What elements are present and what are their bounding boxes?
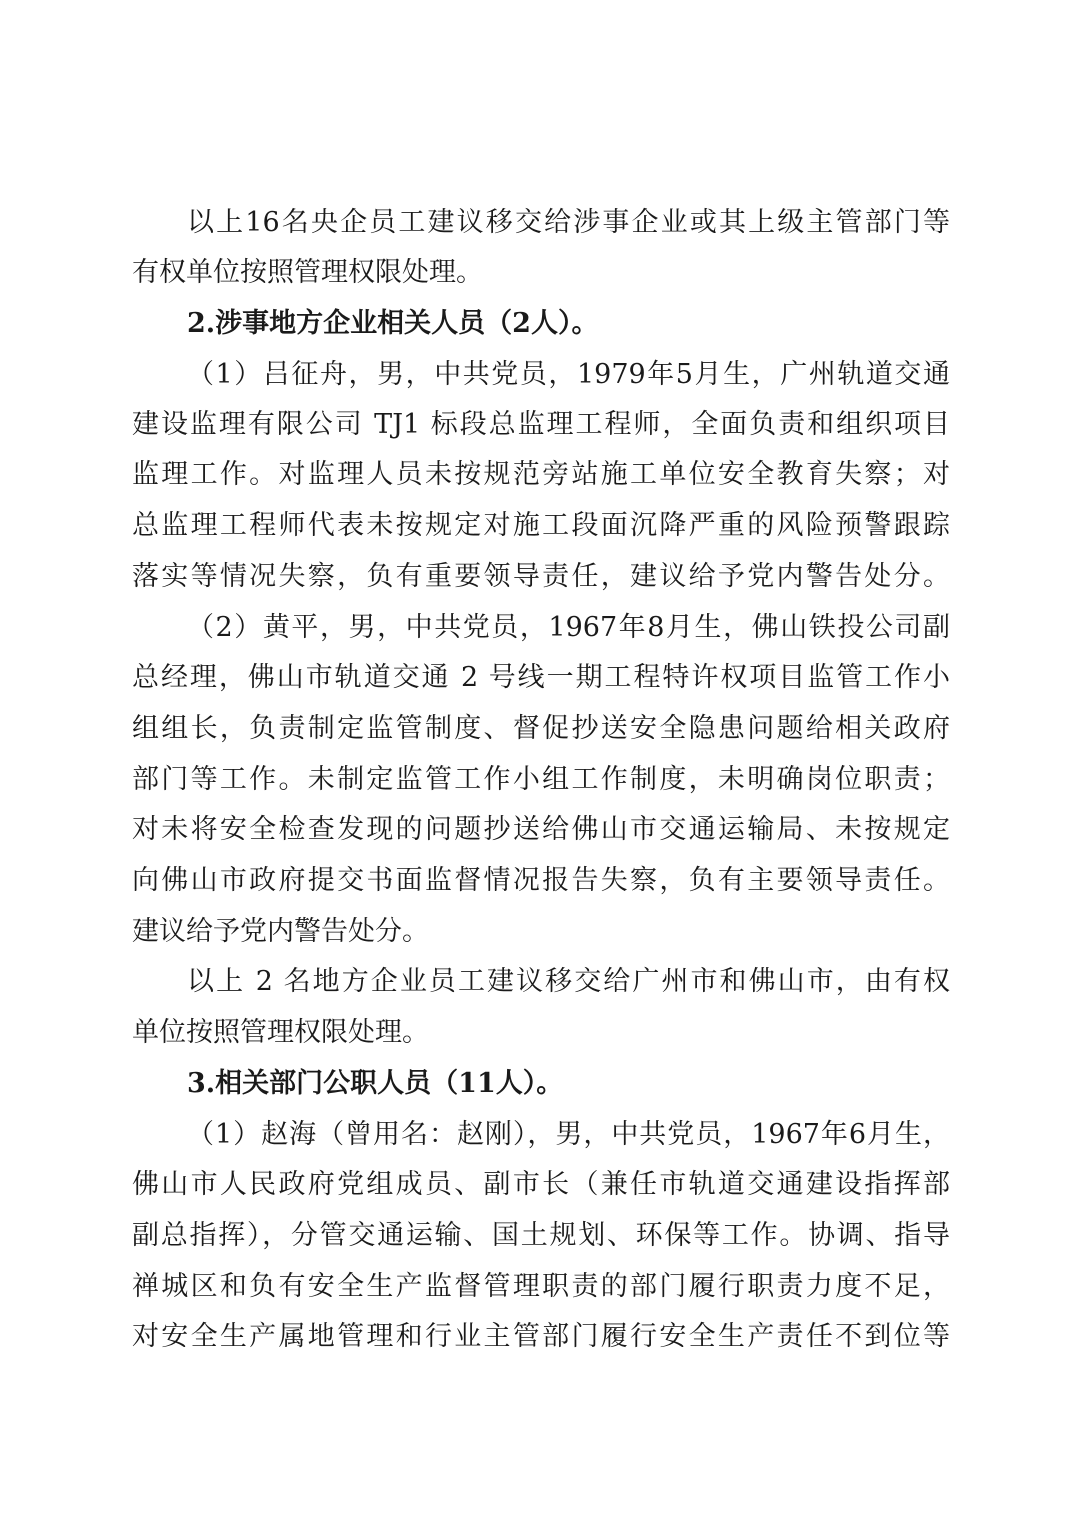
paragraph-line: 以上16名央企员工建议移交给涉事企业或其上级主管部门等 xyxy=(187,207,950,238)
paragraph-line: 建设监理有限公司 TJ1 标段总监理工程师，全面负责和组织项目 xyxy=(132,409,950,440)
paragraph-line: 总经理，佛山市轨道交通 2 号线一期工程特许权项目监管工作小 xyxy=(132,662,950,693)
section-heading: 3.相关部门公职人员（11人）。 xyxy=(187,1068,564,1099)
paragraph-line: 有权单位按照管理权限处理。 xyxy=(132,257,483,288)
paragraph-line: 以上 2 名地方企业员工建议移交给广州市和佛山市，由有权 xyxy=(187,966,950,997)
paragraph-line: （2）黄平，男，中共党员，1967年8月生，佛山铁投公司副 xyxy=(187,612,950,643)
paragraph-line: 监理工作。对监理人员未按规范旁站施工单位安全教育失察；对 xyxy=(132,459,950,490)
section-heading: 2.涉事地方企业相关人员（2人）。 xyxy=(187,308,599,339)
paragraph-line: 组组长，负责制定监管制度、督促抄送安全隐患问题给相关政府 xyxy=(132,713,950,744)
paragraph-line: 副总指挥），分管交通运输、国土规划、环保等工作。协调、指导 xyxy=(132,1220,950,1251)
paragraph-line: 总监理工程师代表未按规定对施工段面沉降严重的风险预警跟踪 xyxy=(132,510,950,541)
paragraph-line: 对安全生产属地管理和行业主管部门履行安全生产责任不到位等 xyxy=(132,1321,950,1352)
paragraph-line: （1）赵海（曾用名：赵刚），男，中共党员，1967年6月生， xyxy=(187,1119,950,1150)
paragraph-line: 部门等工作。未制定监管工作小组工作制度，未明确岗位职责； xyxy=(132,764,950,795)
paragraph-line: 对未将安全检查发现的问题抄送给佛山市交通运输局、未按规定 xyxy=(132,814,950,845)
paragraph-line: 向佛山市政府提交书面监督情况报告失察，负有主要领导责任。 xyxy=(132,865,950,896)
paragraph-line: 佛山市人民政府党组成员、副市长（兼任市轨道交通建设指挥部 xyxy=(132,1169,950,1200)
paragraph-line: 落实等情况失察，负有重要领导责任，建议给予党内警告处分。 xyxy=(132,561,950,592)
paragraph-line: 单位按照管理权限处理。 xyxy=(132,1017,429,1048)
paragraph-line: 禅城区和负有安全生产监督管理职责的部门履行职责力度不足， xyxy=(132,1271,950,1302)
paragraph-line: 建议给予党内警告处分。 xyxy=(132,916,429,947)
paragraph-line: （1）吕征舟，男，中共党员，1979年5月生，广州轨道交通 xyxy=(187,359,950,390)
